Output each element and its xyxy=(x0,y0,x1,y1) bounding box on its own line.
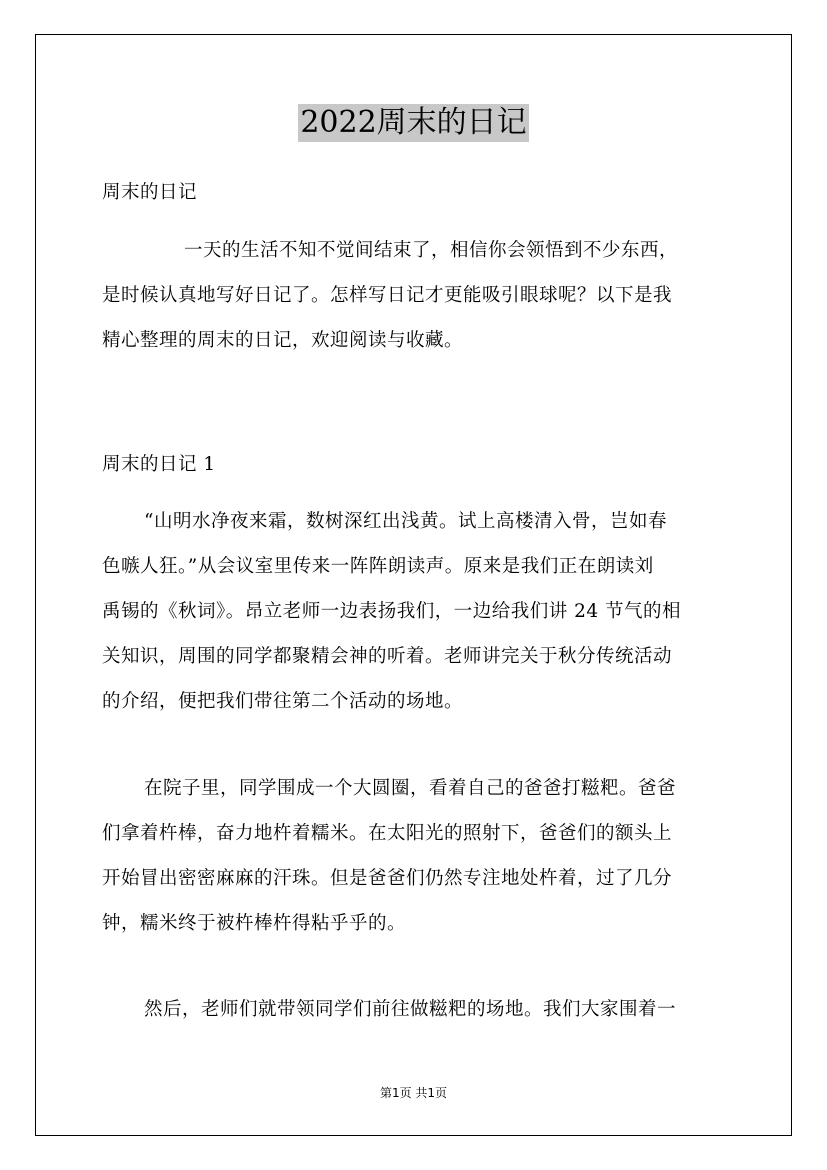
paragraph-line: 的介绍，便把我们带往第二个活动的场地。 xyxy=(102,691,464,712)
section-heading-1: 周末的日记 1 xyxy=(102,454,216,475)
intro-line: 是时候认真地写好日记了。怎样写日记才更能吸引眼球呢？以下是我 xyxy=(102,285,673,306)
intro-block xyxy=(102,170,729,215)
paragraph-line: 关知识，周围的同学都聚精会神的听着。老师讲完关于秋分传统活动 xyxy=(102,646,673,667)
paragraph-2 xyxy=(102,766,729,946)
paragraph-line: 禹锡的《秋词》。昂立老师一边表扬我们，一边给我们讲 24 节气的相 xyxy=(102,601,682,622)
paragraph-line: 色嗾人狂。”从会议室里传来一阵阵朗读声。原来是我们正在朗读刘 xyxy=(102,556,654,577)
intro-line: 精心整理的周末的日记，欢迎阅读与收藏。 xyxy=(102,330,464,351)
intro-line: 一天的生活不知不觉间结束了，相信你会领悟到不少东西， xyxy=(184,240,679,261)
intro-paragraph xyxy=(102,228,729,363)
document-title: 2022周末的日记 xyxy=(300,105,527,140)
paragraph-1 xyxy=(102,499,729,724)
paragraph-line: 然后，老师们就带领同学们前往做糍粑的场地。我们大家围着一 xyxy=(144,999,677,1020)
paragraph-3 xyxy=(102,987,729,1032)
paragraph-line: “山明水净夜来霜，数树深红出浅黄。试上高楼清入骨，岂如春 xyxy=(144,511,667,532)
paragraph-line: 钟，糯米终于被杵棒杵得粘乎乎的。 xyxy=(102,913,407,934)
page-footer: 第1页 共1页 xyxy=(379,1086,448,1100)
paragraph-line: 开始冒出密密麻麻的汗珠。但是爸爸们仍然专注地处杵着，过了几分 xyxy=(102,868,673,889)
section-1-block xyxy=(102,442,729,487)
intro-heading: 周末的日记 xyxy=(102,182,198,203)
paragraph-line: 在院子里，同学围成一个大圆圈，看着自己的爸爸打糍粑。爸爸 xyxy=(144,778,677,799)
paragraph-line: 们拿着杵棒，奋力地杵着糯米。在太阳光的照射下，爸爸们的额头上 xyxy=(102,823,673,844)
title-container xyxy=(0,104,827,142)
